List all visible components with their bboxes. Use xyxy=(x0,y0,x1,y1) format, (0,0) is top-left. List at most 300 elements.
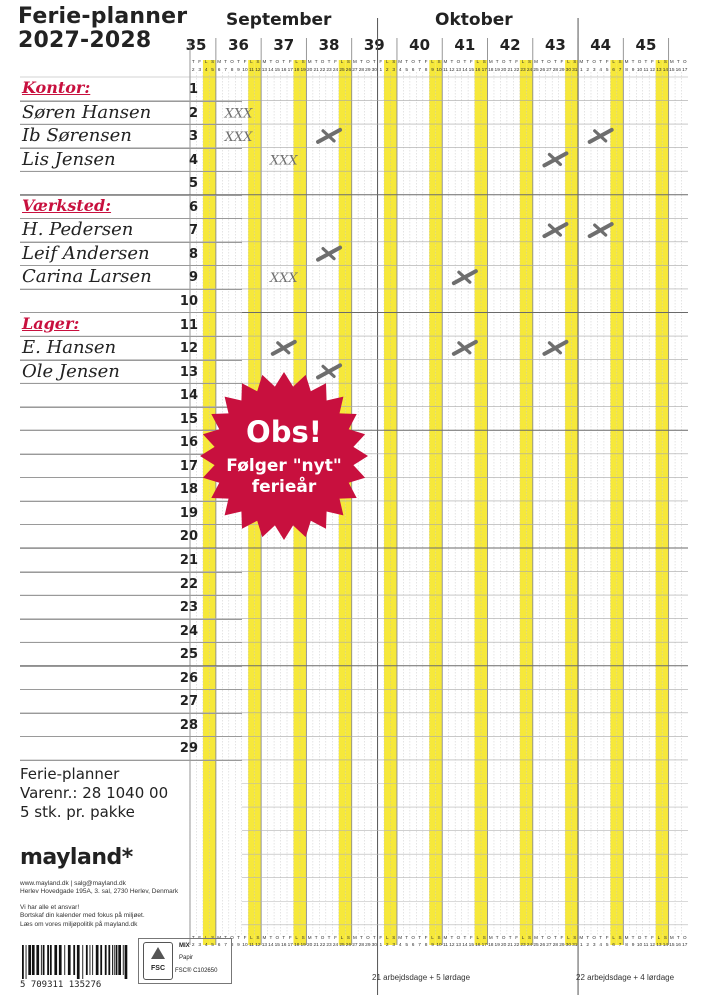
bottom-day-number: 9 xyxy=(631,943,635,948)
barcode-number: 5 709311 135276 xyxy=(20,980,102,989)
planner-row xyxy=(20,666,242,691)
planner-row xyxy=(20,336,242,361)
top-day-letter: O xyxy=(275,59,280,64)
top-day-letter: T xyxy=(508,59,512,64)
bottom-day-number: 9 xyxy=(237,943,240,948)
top-day-letter: S xyxy=(663,59,667,64)
top-day-letter: M xyxy=(669,59,674,64)
bottom-day-letter: M xyxy=(353,935,357,940)
bottom-day-letter: T xyxy=(418,935,422,940)
bottom-day-number: 10 xyxy=(242,943,248,948)
bottom-day-letter: S xyxy=(663,935,667,940)
bottom-day-number: 17 xyxy=(481,943,487,948)
bottom-day-number: 13 xyxy=(261,943,268,948)
top-day-number: 7 xyxy=(418,68,421,73)
fsc-mix: MIX xyxy=(179,943,190,949)
bottom-day-number: 20 xyxy=(501,943,507,948)
top-day-number: 3 xyxy=(198,68,202,73)
top-day-letter: M xyxy=(217,59,222,64)
top-day-letter: F xyxy=(334,59,337,64)
top-day-letter: L xyxy=(476,59,480,64)
top-day-letter: L xyxy=(431,59,434,64)
top-day-number: 14 xyxy=(462,68,468,73)
bottom-day-letter: T xyxy=(191,935,195,940)
bottom-day-number: 16 xyxy=(675,943,681,948)
top-day-letter: T xyxy=(463,59,467,64)
bottom-day-letter: L xyxy=(295,935,298,940)
fsc-code: FSC® C102650 xyxy=(175,968,218,974)
bottom-day-letter: T xyxy=(314,935,318,940)
bottom-day-number: 27 xyxy=(352,943,358,948)
employee-name[interactable]: H. Pedersen xyxy=(22,219,134,241)
planner-row xyxy=(20,689,242,714)
fsc-papir: Papir xyxy=(179,955,194,961)
bottom-day-number: 21 xyxy=(313,943,319,948)
top-day-letter: L xyxy=(295,59,298,64)
top-day-letter: S xyxy=(392,59,396,64)
bottom-day-number: 12 xyxy=(255,943,261,948)
bottom-day-letter: T xyxy=(599,935,603,940)
top-day-letter: S xyxy=(301,59,305,64)
top-day-number: 12 xyxy=(449,68,455,73)
barcode-bar xyxy=(92,945,93,975)
employee-name[interactable]: E. Hansen xyxy=(22,337,117,359)
bottom-day-number: 24 xyxy=(332,943,339,948)
bottom-day-letter: F xyxy=(334,935,337,940)
bottom-day-letter: F xyxy=(605,935,609,940)
top-day-letter: F xyxy=(605,59,609,64)
top-day-number: 17 xyxy=(287,68,293,73)
summary-oktober: 22 arbejdsdage + 4 lørdage xyxy=(576,973,675,982)
top-day-number: 10 xyxy=(242,68,248,73)
planner-row xyxy=(20,313,242,338)
bottom-day-letter: M xyxy=(579,935,584,940)
top-day-letter: T xyxy=(541,59,544,64)
bottom-day-letter: S xyxy=(392,935,396,940)
bottom-day-letter: S xyxy=(346,935,350,940)
top-day-number: 15 xyxy=(274,68,280,73)
bottom-day-letter: L xyxy=(476,935,480,940)
planner-row xyxy=(20,218,242,243)
top-day-number: 1 xyxy=(579,68,583,73)
week-number: 35 xyxy=(185,36,207,54)
top-day-number: 19 xyxy=(494,68,500,73)
bottom-day-number: 31 xyxy=(572,943,578,948)
bottom-day-number: 20 xyxy=(306,943,313,948)
row-number: 4 xyxy=(188,152,198,168)
bottom-day-letter: F xyxy=(651,935,654,940)
bottom-day-number: 1 xyxy=(579,943,583,948)
bottom-day-number: 24 xyxy=(526,943,533,948)
bottom-day-letter: L xyxy=(612,935,615,940)
top-day-letter: O xyxy=(456,59,461,64)
bottom-day-letter: S xyxy=(211,935,215,940)
bottom-day-number: 8 xyxy=(625,943,628,948)
fsc-logo-text: FSC xyxy=(151,965,165,972)
bottom-day-number: 10 xyxy=(636,943,643,948)
bottom-day-number: 6 xyxy=(612,943,615,948)
top-day-number: 27 xyxy=(546,68,552,73)
top-day-letter: L xyxy=(521,59,525,64)
bottom-day-letter: T xyxy=(282,935,286,940)
bottom-day-number: 8 xyxy=(230,943,234,948)
planner-row xyxy=(20,265,242,290)
bottom-day-letter: O xyxy=(275,935,280,940)
bottom-day-number: 22 xyxy=(319,943,326,948)
bottom-day-number: 23 xyxy=(326,943,332,948)
top-day-letter: M xyxy=(488,59,493,64)
row-number: 5 xyxy=(188,176,198,192)
bottom-day-number: 14 xyxy=(662,943,669,948)
top-day-number: 2 xyxy=(586,68,590,73)
week-number: 40 xyxy=(409,36,431,54)
row-number: 18 xyxy=(179,482,198,498)
environment-line-3: Læs om vores miljøpolitik på mayland.dk xyxy=(20,920,138,928)
bottom-day-number: 3 xyxy=(392,943,396,948)
bottom-day-letter: O xyxy=(637,935,642,940)
top-day-letter: L xyxy=(657,59,661,64)
employee-name[interactable]: Carina Larsen xyxy=(22,266,152,288)
bottom-day-letter: S xyxy=(482,935,486,940)
top-day-letter: F xyxy=(288,59,292,64)
bottom-day-number: 25 xyxy=(533,943,539,948)
top-day-letter: L xyxy=(204,59,208,64)
planner-row xyxy=(20,713,242,738)
bottom-day-number: 23 xyxy=(520,943,526,948)
bottom-day-number: 19 xyxy=(300,943,306,948)
top-day-number: 12 xyxy=(649,68,656,73)
row-number: 19 xyxy=(179,505,198,521)
week-number: 36 xyxy=(228,36,249,54)
bottom-day-letter: O xyxy=(547,935,551,940)
top-day-letter: F xyxy=(560,59,564,64)
bottom-day-number: 4 xyxy=(599,943,603,948)
bottom-day-number: 1 xyxy=(379,943,383,948)
weekend-column xyxy=(429,60,435,945)
top-day-letter: O xyxy=(411,59,415,64)
barcode-bar xyxy=(54,945,57,975)
bottom-day-letter: S xyxy=(528,935,532,940)
bottom-day-letter: M xyxy=(398,935,403,940)
bottom-day-number: 16 xyxy=(475,943,481,948)
top-day-number: 31 xyxy=(572,68,578,73)
bottom-day-letter: F xyxy=(424,935,428,940)
top-day-number: 2 xyxy=(385,68,389,73)
bottom-day-letter: L xyxy=(340,935,344,940)
bottom-day-letter: L xyxy=(385,935,389,940)
bottom-day-number: 29 xyxy=(559,943,565,948)
top-day-number: 9 xyxy=(631,68,635,73)
bottom-day-number: 26 xyxy=(345,943,352,948)
bottom-day-letter: S xyxy=(618,935,622,940)
bottom-day-number: 13 xyxy=(455,943,462,948)
bottom-day-number: 30 xyxy=(565,943,572,948)
row-number: 16 xyxy=(179,435,198,451)
bottom-day-letter: L xyxy=(250,935,253,940)
top-day-number: 25 xyxy=(339,68,345,73)
row-number: 14 xyxy=(179,388,198,404)
row-number: 28 xyxy=(179,717,198,733)
row-number: 3 xyxy=(188,129,198,145)
vacation-mark-xxx: XXX xyxy=(269,153,298,169)
planner-row xyxy=(20,548,242,573)
bottom-day-number: 18 xyxy=(294,943,300,948)
barcode-bar xyxy=(47,945,49,975)
bottom-day-letter: O xyxy=(501,935,506,940)
bottom-day-letter: T xyxy=(237,935,240,940)
top-day-letter: T xyxy=(282,59,286,64)
top-day-letter: O xyxy=(637,59,642,64)
employee-name[interactable]: Søren Hansen xyxy=(22,101,152,123)
top-day-number: 24 xyxy=(332,68,339,73)
bottom-day-letter: O xyxy=(320,935,325,940)
bottom-day-number: 2 xyxy=(586,943,590,948)
top-day-letter: L xyxy=(340,59,344,64)
product-name: Ferie-planner xyxy=(20,765,120,783)
top-day-number: 23 xyxy=(326,68,332,73)
barcode-bar xyxy=(100,945,102,975)
bottom-day-letter: L xyxy=(657,935,661,940)
bottom-day-letter: S xyxy=(256,935,260,940)
barcode-bar xyxy=(114,945,115,975)
bottom-day-number: 28 xyxy=(358,943,365,948)
planner-row xyxy=(20,195,242,220)
title-line-2: 2027-2028 xyxy=(18,28,152,54)
top-day-number: 27 xyxy=(352,68,358,73)
top-day-number: 20 xyxy=(501,68,507,73)
top-day-number: 3 xyxy=(592,68,596,73)
bottom-day-letter: T xyxy=(676,935,680,940)
bottom-day-number: 12 xyxy=(649,943,656,948)
top-day-letter: S xyxy=(437,59,441,64)
top-day-number: 11 xyxy=(643,68,649,73)
barcode-bar xyxy=(22,945,24,979)
bottom-day-number: 25 xyxy=(339,943,345,948)
top-day-letter: M xyxy=(398,59,403,64)
top-day-letter: T xyxy=(676,59,680,64)
top-day-letter: F xyxy=(243,59,247,64)
bottom-day-number: 3 xyxy=(198,943,202,948)
top-day-letter: T xyxy=(314,59,318,64)
weekend-column xyxy=(481,60,487,945)
employee-name[interactable]: Ole Jensen xyxy=(22,360,120,382)
employee-name[interactable]: Lis Jensen xyxy=(22,148,116,170)
top-day-letter: O xyxy=(682,59,687,64)
row-number: 21 xyxy=(179,553,198,568)
top-day-number: 20 xyxy=(306,68,313,73)
top-day-letter: M xyxy=(307,59,312,64)
row-number: 20 xyxy=(179,529,198,545)
planner-row xyxy=(20,736,242,761)
bottom-day-letter: M xyxy=(307,935,312,940)
vacation-mark-xxx: XXX xyxy=(269,271,298,287)
weekend-column xyxy=(662,60,668,945)
bottom-day-number: 15 xyxy=(274,943,280,948)
barcode-bar xyxy=(64,945,65,975)
bottom-day-letter: F xyxy=(198,935,202,940)
barcode-bar xyxy=(125,945,128,979)
contact-info xyxy=(20,880,178,897)
environment-note xyxy=(20,904,145,929)
row-number: 2 xyxy=(188,105,198,121)
bottom-day-letter: T xyxy=(644,935,648,940)
top-day-number: 26 xyxy=(539,68,546,73)
weekend-column xyxy=(617,60,623,945)
contact-line-1: www.mayland.dk | salg@mayland.dk xyxy=(20,880,126,887)
barcode-bar xyxy=(68,945,71,975)
top-day-letter: F xyxy=(379,59,383,64)
top-day-number: 13 xyxy=(455,68,462,73)
department-label: Værksted: xyxy=(22,195,112,215)
top-day-letter: T xyxy=(586,59,590,64)
top-day-letter: T xyxy=(191,59,195,64)
top-day-letter: L xyxy=(250,59,253,64)
top-day-letter: T xyxy=(237,59,240,64)
bottom-day-number: 12 xyxy=(449,943,455,948)
bottom-day-number: 30 xyxy=(371,943,377,948)
top-day-letter: T xyxy=(644,59,648,64)
bottom-day-letter: M xyxy=(443,935,448,940)
bottom-day-letter: F xyxy=(515,935,519,940)
environment-line-2: Bortskaf din kalender med fokus på miljøet. xyxy=(20,912,145,920)
barcode-bar xyxy=(26,945,27,979)
bottom-day-number: 17 xyxy=(682,943,688,948)
bottom-day-letter: F xyxy=(243,935,247,940)
top-day-number: 11 xyxy=(248,68,254,73)
top-day-number: 6 xyxy=(612,68,615,73)
top-day-number: 11 xyxy=(442,68,448,73)
sticker-line-3: ferieår xyxy=(251,477,317,497)
row-number: 26 xyxy=(179,670,198,686)
top-day-number: 5 xyxy=(211,68,214,73)
row-number: 13 xyxy=(179,364,198,380)
top-day-number: 18 xyxy=(488,68,494,73)
employee-name[interactable]: Ib Sørensen xyxy=(22,125,132,147)
bottom-day-number: 3 xyxy=(592,943,596,948)
top-day-letter: S xyxy=(482,59,486,64)
top-day-number: 28 xyxy=(552,68,559,73)
vacation-mark-xxx: XXX xyxy=(224,106,253,122)
top-day-number: 8 xyxy=(424,68,428,73)
top-day-number: 17 xyxy=(682,68,688,73)
bottom-day-letter: T xyxy=(224,935,227,940)
product-varenr: Varenr.: 28 1040 00 xyxy=(20,783,169,802)
sticker-line-2: Følger "nyt" xyxy=(226,456,342,476)
top-day-number: 28 xyxy=(358,68,365,73)
top-day-number: 4 xyxy=(599,68,603,73)
bottom-day-letter: T xyxy=(541,935,544,940)
bottom-day-number: 21 xyxy=(507,943,513,948)
top-day-number: 9 xyxy=(431,68,434,73)
top-day-letter: F xyxy=(469,59,473,64)
bottom-day-number: 9 xyxy=(431,943,434,948)
bottom-day-letter: S xyxy=(573,935,577,940)
top-day-letter: O xyxy=(230,59,234,64)
top-day-letter: S xyxy=(618,59,622,64)
bottom-day-number: 4 xyxy=(204,943,208,948)
week-number: 42 xyxy=(499,36,521,54)
bottom-day-letter: T xyxy=(631,935,635,940)
row-number: 23 xyxy=(179,600,198,616)
top-day-number: 25 xyxy=(533,68,539,73)
planner-row xyxy=(20,148,242,173)
top-day-number: 13 xyxy=(656,68,662,73)
top-day-number: 21 xyxy=(507,68,513,73)
top-day-number: 15 xyxy=(468,68,475,73)
top-day-number: 1 xyxy=(379,68,383,73)
top-day-number: 22 xyxy=(319,68,326,73)
top-day-number: 6 xyxy=(411,68,415,73)
bottom-day-number: 19 xyxy=(494,943,500,948)
employee-name[interactable]: Leif Andersen xyxy=(22,242,150,264)
barcode-bar xyxy=(36,945,39,975)
top-day-letter: S xyxy=(346,59,350,64)
bottom-day-letter: O xyxy=(456,935,461,940)
bottom-day-number: 7 xyxy=(224,943,227,948)
top-day-letter: O xyxy=(592,59,597,64)
summary-september: 21 arbejdsdage + 5 lørdage xyxy=(372,973,471,982)
barcode-bar xyxy=(41,945,42,975)
bottom-day-number: 6 xyxy=(411,943,415,948)
planner-row xyxy=(20,619,242,644)
top-day-number: 4 xyxy=(398,68,402,73)
bottom-day-letter: M xyxy=(624,935,629,940)
top-day-letter: M xyxy=(262,59,267,64)
barcode-bar xyxy=(108,945,110,975)
bottom-day-letter: O xyxy=(592,935,597,940)
barcode-bar xyxy=(96,945,99,975)
bottom-day-number: 14 xyxy=(462,943,468,948)
row-number: 8 xyxy=(188,246,198,262)
bottom-day-letter: O xyxy=(366,935,370,940)
bottom-day-number: 8 xyxy=(424,943,428,948)
week-number: 45 xyxy=(635,36,657,54)
bottom-day-number: 26 xyxy=(539,943,546,948)
weekend-column xyxy=(436,60,442,945)
row-number: 15 xyxy=(179,411,198,427)
week-number: 39 xyxy=(363,36,385,54)
top-day-letter: O xyxy=(366,59,370,64)
bottom-day-letter: T xyxy=(463,935,467,940)
top-day-number: 8 xyxy=(230,68,234,73)
row-number: 25 xyxy=(179,647,198,663)
planner-row xyxy=(20,572,242,597)
row-number: 22 xyxy=(179,576,198,592)
barcode-bar xyxy=(77,945,80,979)
weekend-column xyxy=(520,60,526,945)
weekend-column xyxy=(610,60,616,945)
bottom-day-number: 11 xyxy=(248,943,254,948)
product-pack: 5 stk. pr. pakke xyxy=(20,802,135,821)
barcode-bar xyxy=(118,945,121,975)
barcode-bar xyxy=(43,945,45,975)
top-day-number: 15 xyxy=(669,68,675,73)
bottom-day-letter: F xyxy=(560,935,564,940)
weekend-column xyxy=(390,60,396,945)
weekend-column xyxy=(656,60,662,945)
barcode-bar xyxy=(112,945,113,975)
barcode-bar xyxy=(50,945,52,975)
bottom-day-number: 11 xyxy=(643,943,649,948)
row-number: 10 xyxy=(179,293,198,309)
bottom-day-letter: M xyxy=(488,935,493,940)
bottom-day-number: 15 xyxy=(468,943,475,948)
row-number: 7 xyxy=(188,223,198,239)
barcode-bar xyxy=(123,945,124,975)
top-day-letter: M xyxy=(353,59,357,64)
barcode-bar xyxy=(105,945,107,975)
weekend-column xyxy=(565,60,571,945)
